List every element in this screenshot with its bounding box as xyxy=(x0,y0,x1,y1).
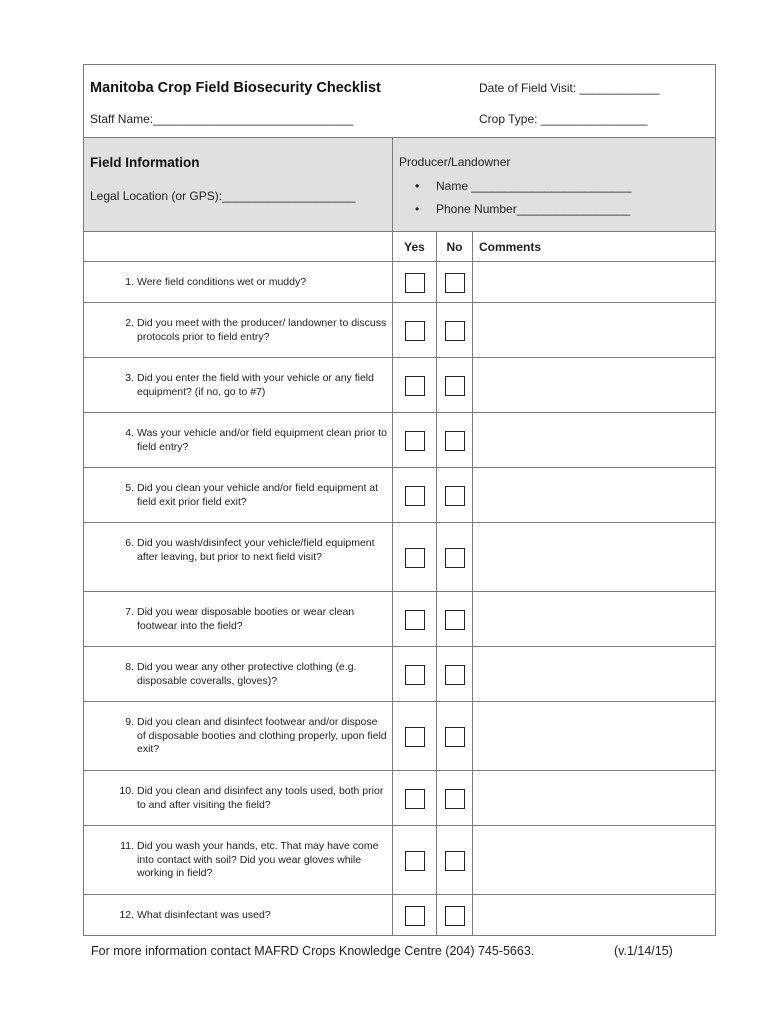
crop-type-field[interactable]: Crop Type: ________________ xyxy=(479,112,648,126)
question-number: 5. xyxy=(125,482,134,494)
question-cell xyxy=(84,358,393,413)
question-cell xyxy=(84,771,393,826)
question-text: Did you wear any other protective clothing (e.g. disposable coveralls, gloves)? xyxy=(137,661,357,687)
producer-section xyxy=(393,138,716,232)
checklist-table xyxy=(83,64,716,936)
comments-cell[interactable] xyxy=(473,771,716,826)
question-text: Did you enter the field with your vehicle or any field equipment? (if no, go to #7) xyxy=(137,372,374,398)
yes-checkbox[interactable] xyxy=(405,851,425,871)
question-row xyxy=(84,647,716,702)
no-checkbox[interactable] xyxy=(445,321,465,341)
yes-checkbox[interactable] xyxy=(405,321,425,341)
comments-cell[interactable] xyxy=(473,592,716,647)
field-information-section xyxy=(84,138,393,232)
question-cell xyxy=(84,592,393,647)
yes-cell xyxy=(393,702,437,771)
question-text: Did you clean and disinfect footwear and/or dispose of disposable booties and clothing properly, upon field exit? xyxy=(137,716,387,755)
question-text: Was your vehicle and/or field equipment clean prior to field entry? xyxy=(137,427,387,453)
legal-location-field[interactable]: Legal Location (or GPS):____________________ xyxy=(90,189,356,203)
date-of-visit-field[interactable]: Date of Field Visit: ____________ xyxy=(479,81,660,95)
question-row xyxy=(84,702,716,771)
no-cell xyxy=(437,826,473,895)
question-cell xyxy=(84,303,393,358)
comments-cell[interactable] xyxy=(473,468,716,523)
no-checkbox[interactable] xyxy=(445,851,465,871)
footer-version: (v.1/14/15) xyxy=(614,944,673,958)
question-row xyxy=(84,413,716,468)
question-row xyxy=(84,523,716,592)
yes-cell xyxy=(393,826,437,895)
yes-cell xyxy=(393,592,437,647)
question-text: Were field conditions wet or muddy? xyxy=(137,276,307,288)
no-checkbox[interactable] xyxy=(445,431,465,451)
no-column-header: No xyxy=(437,232,473,262)
yes-checkbox[interactable] xyxy=(405,486,425,506)
question-number: 4. xyxy=(125,427,134,439)
blank-header-cell xyxy=(84,232,393,262)
comments-cell[interactable] xyxy=(473,523,716,592)
question-cell xyxy=(84,468,393,523)
yes-checkbox[interactable] xyxy=(405,431,425,451)
bullet-icon: • xyxy=(415,202,420,216)
question-text: Did you wash/disinfect your vehicle/field equipment after leaving, but prior to next field visit? xyxy=(137,537,375,563)
question-row xyxy=(84,262,716,303)
no-cell xyxy=(437,468,473,523)
yes-cell xyxy=(393,895,437,936)
bullet-icon: • xyxy=(415,179,420,193)
yes-checkbox[interactable] xyxy=(405,548,425,568)
question-text: Did you meet with the producer/ landowner to discuss protocols prior to field entry? xyxy=(137,317,387,343)
no-cell xyxy=(437,647,473,702)
no-cell xyxy=(437,358,473,413)
no-cell xyxy=(437,303,473,358)
yes-checkbox[interactable] xyxy=(405,610,425,630)
no-checkbox[interactable] xyxy=(445,727,465,747)
no-cell xyxy=(437,592,473,647)
question-row xyxy=(84,826,716,895)
no-cell xyxy=(437,523,473,592)
comments-cell[interactable] xyxy=(473,413,716,468)
yes-checkbox[interactable] xyxy=(405,665,425,685)
no-checkbox[interactable] xyxy=(445,486,465,506)
question-row xyxy=(84,303,716,358)
no-checkbox[interactable] xyxy=(445,610,465,630)
question-row xyxy=(84,771,716,826)
question-number: 3. xyxy=(125,372,134,384)
question-cell xyxy=(84,702,393,771)
staff-name-field[interactable]: Staff Name:______________________________ xyxy=(90,112,354,126)
question-number: 11. xyxy=(120,840,134,852)
no-checkbox[interactable] xyxy=(445,273,465,293)
yes-cell xyxy=(393,262,437,303)
no-cell xyxy=(437,262,473,303)
yes-cell xyxy=(393,303,437,358)
no-checkbox[interactable] xyxy=(445,376,465,396)
no-cell xyxy=(437,771,473,826)
yes-cell xyxy=(393,358,437,413)
comments-cell[interactable] xyxy=(473,303,716,358)
producer-title: Producer/Landowner xyxy=(399,155,511,169)
column-header-row xyxy=(84,232,716,262)
yes-cell xyxy=(393,771,437,826)
yes-cell xyxy=(393,647,437,702)
question-row xyxy=(84,592,716,647)
no-cell xyxy=(437,895,473,936)
yes-cell xyxy=(393,523,437,592)
no-cell xyxy=(437,702,473,771)
producer-phone-field[interactable]: Phone Number_________________ xyxy=(436,202,631,216)
yes-checkbox[interactable] xyxy=(405,789,425,809)
no-checkbox[interactable] xyxy=(445,789,465,809)
question-number: 8. xyxy=(125,661,134,673)
no-checkbox[interactable] xyxy=(445,906,465,926)
yes-cell xyxy=(393,413,437,468)
question-row xyxy=(84,895,716,936)
question-cell xyxy=(84,895,393,936)
field-information-title: Field Information xyxy=(90,155,200,170)
yes-cell xyxy=(393,468,437,523)
question-text: Did you wear disposable booties or wear clean footwear into the field? xyxy=(137,606,355,632)
question-cell xyxy=(84,523,393,592)
no-cell xyxy=(437,413,473,468)
footer-contact: For more information contact MAFRD Crops Knowledge Centre (204) 745-5663. xyxy=(91,944,535,958)
producer-list xyxy=(415,179,632,225)
question-number: 12. xyxy=(119,909,134,921)
question-text: Did you clean and disinfect any tools used, both prior to and after visiting the field? xyxy=(137,785,384,811)
question-row xyxy=(84,358,716,413)
question-cell xyxy=(84,826,393,895)
yes-column-header: Yes xyxy=(393,232,437,262)
question-row xyxy=(84,468,716,523)
question-text: Did you clean your vehicle and/or field equipment at field exit prior field exit? xyxy=(137,482,379,508)
yes-checkbox[interactable] xyxy=(405,273,425,293)
comments-cell[interactable] xyxy=(473,826,716,895)
producer-phone-item[interactable] xyxy=(415,202,632,225)
no-checkbox[interactable] xyxy=(445,665,465,685)
question-number: 10. xyxy=(119,785,134,797)
comments-cell[interactable] xyxy=(473,262,716,303)
comments-cell[interactable] xyxy=(473,647,716,702)
form-header xyxy=(84,65,716,138)
question-text: What disinfectant was used? xyxy=(137,909,271,921)
question-number: 2. xyxy=(125,317,134,329)
checklist-form xyxy=(83,64,715,936)
question-number: 1. xyxy=(125,276,134,288)
yes-checkbox[interactable] xyxy=(405,727,425,747)
question-cell xyxy=(84,262,393,303)
comments-column-header: Comments xyxy=(473,232,716,262)
producer-name-item[interactable] xyxy=(415,179,632,202)
producer-name-field[interactable]: Name ________________________ xyxy=(436,179,632,193)
question-text: Did you wash your hands, etc. That may have come into contact with soil? Did you wear gloves while working in field? xyxy=(137,840,379,879)
comments-cell[interactable] xyxy=(473,895,716,936)
question-cell xyxy=(84,647,393,702)
question-cell xyxy=(84,413,393,468)
form-title: Manitoba Crop Field Biosecurity Checklist xyxy=(90,80,381,96)
question-number: 7. xyxy=(125,606,134,618)
question-number: 6. xyxy=(125,537,134,549)
question-number: 9. xyxy=(125,716,134,728)
comments-cell[interactable] xyxy=(473,702,716,771)
yes-checkbox[interactable] xyxy=(405,906,425,926)
comments-cell[interactable] xyxy=(473,358,716,413)
no-checkbox[interactable] xyxy=(445,548,465,568)
yes-checkbox[interactable] xyxy=(405,376,425,396)
